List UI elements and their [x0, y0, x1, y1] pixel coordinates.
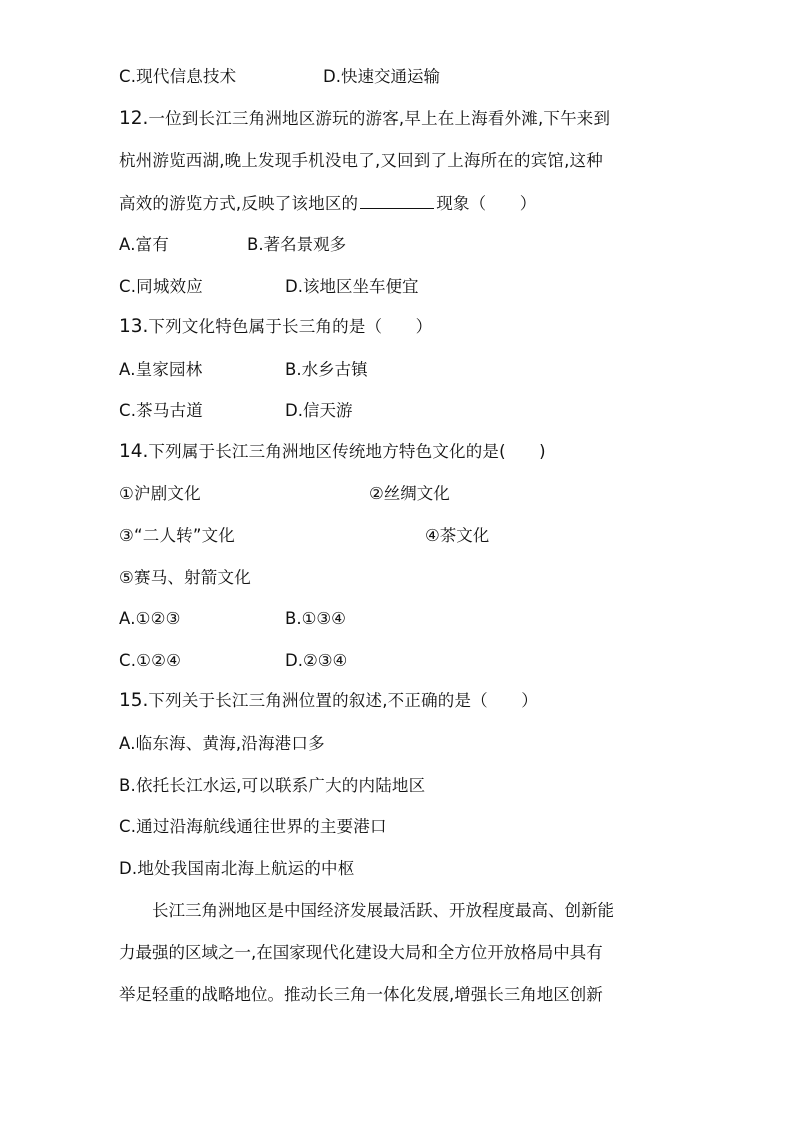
q12-option-a: A.富有	[119, 235, 170, 254]
q14-item-5: ⑤赛马、射箭文化	[119, 568, 251, 587]
q12-option-d: D.该地区坐车便宜	[285, 277, 419, 296]
q14-item-3: ③“二人转”文化	[119, 526, 235, 545]
passage-line-3: 举足轻重的战略地位。推动长三角一体化发展,增强长三角地区创新	[119, 985, 603, 1004]
q15-option-c: C.通过沿海航线通往世界的主要港口	[119, 817, 387, 836]
q13-stem	[119, 316, 432, 338]
q11-option-d: D.快速交通运输	[323, 67, 440, 86]
q12-option-c: C.同城效应	[119, 277, 203, 296]
q15-stem-text: 下列关于长江三角洲位置的叙述,不正确的是（ ）	[148, 691, 538, 710]
q14-option-c: C.①②④	[119, 651, 182, 670]
q12-stem-line1	[119, 108, 610, 130]
q12-stem-text3a: 高效的游览方式,反映了该地区的	[119, 194, 359, 213]
q14-number: 14.	[119, 441, 149, 462]
q12-stem-text1: 一位到长江三角洲地区游玩的游客,早上在上海看外滩,下午来到	[148, 109, 611, 128]
passage-line-1: 长江三角洲地区是中国经济发展最活跃、开放程度最高、创新能	[152, 901, 614, 920]
q14-option-a: A.①②③	[119, 609, 181, 628]
q13-option-b: B.水乡古镇	[285, 360, 368, 379]
q14-option-b: B.①③④	[285, 609, 346, 628]
q12-answer-blank	[360, 192, 434, 209]
q14-item-1: ①沪剧文化	[119, 484, 201, 503]
q12-number: 12.	[119, 108, 149, 129]
q12-stem-line2: 杭州游览西湖,晚上发现手机没电了,又回到了上海所在的宾馆,这种	[119, 151, 603, 170]
q14-stem-text: 下列属于长江三角洲地区传统地方特色文化的是( )	[148, 442, 546, 461]
q12-stem-line3	[119, 192, 536, 215]
q13-option-a: A.皇家园林	[119, 360, 203, 379]
q12-option-b: B.著名景观多	[247, 235, 347, 254]
q15-option-a: A.临东海、黄海,沿海港口多	[119, 734, 325, 753]
q13-option-c: C.茶马古道	[119, 401, 203, 420]
q14-item-2: ②丝绸文化	[369, 484, 450, 503]
q14-stem	[119, 441, 546, 463]
q15-number: 15.	[119, 690, 149, 711]
q12-stem-text3b: 现象（ ）	[436, 194, 537, 213]
q14-option-d: D.②③④	[285, 651, 348, 670]
q13-stem-text: 下列文化特色属于长三角的是（ ）	[148, 317, 433, 336]
q13-option-d: D.信天游	[285, 401, 353, 420]
q14-item-4: ④茶文化	[425, 526, 490, 545]
q15-option-d: D.地处我国南北海上航运的中枢	[119, 859, 355, 878]
q13-number: 13.	[119, 316, 149, 337]
q11-option-c: C.现代信息技术	[119, 67, 237, 86]
q15-stem	[119, 690, 538, 712]
passage-line-2: 力最强的区域之一,在国家现代化建设大局和全方位开放格局中具有	[119, 943, 603, 962]
q15-option-b: B.依托长江水运,可以联系广大的内陆地区	[119, 776, 426, 795]
